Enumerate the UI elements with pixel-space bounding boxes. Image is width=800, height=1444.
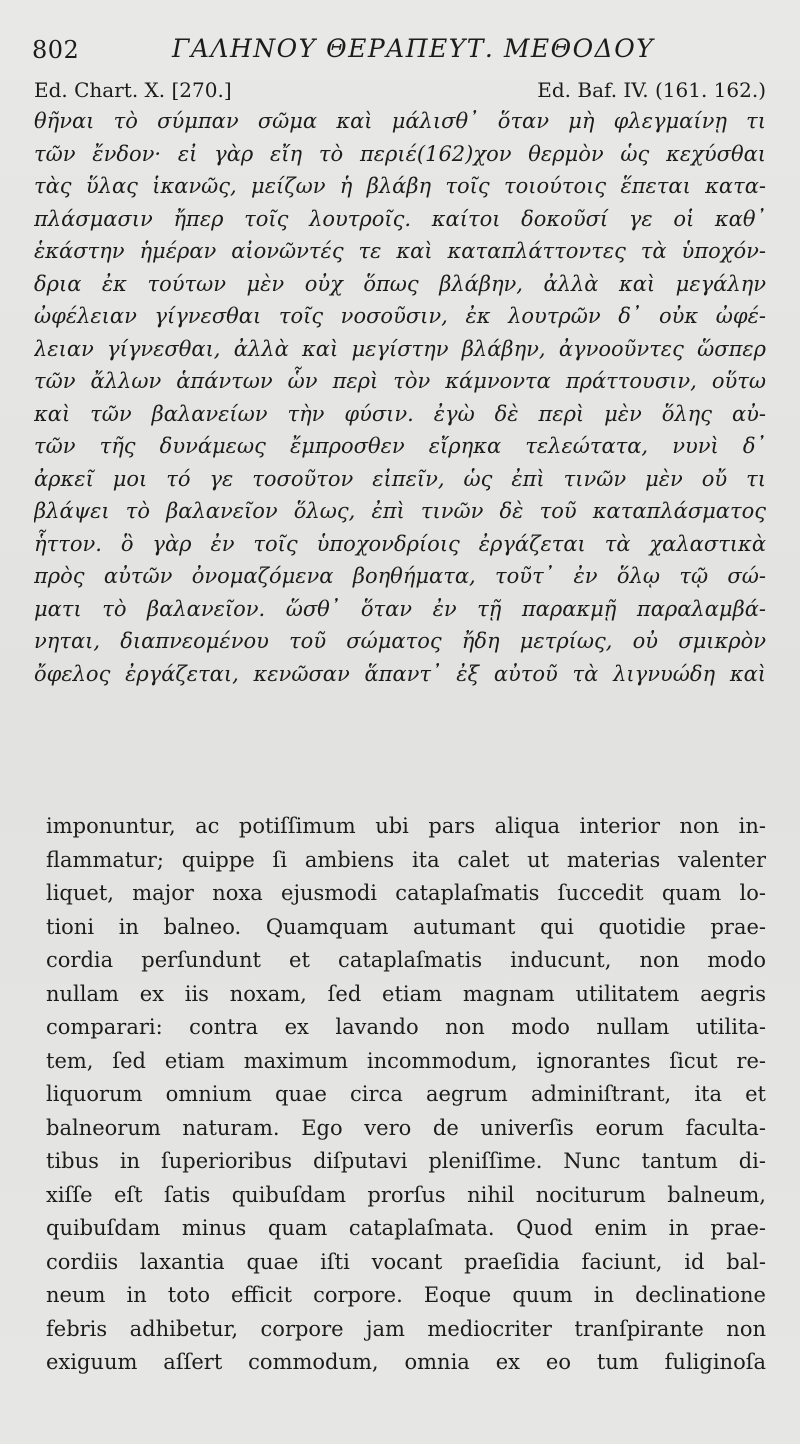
latin-text-line: quibuſdam minus quam cataplaſmata. Quod enim in prae- (46, 1216, 766, 1240)
greek-text-block (34, 105, 766, 690)
latin-text-line: tem, ſed etiam maximum incommodum, ignorantes ſicut re- (46, 1048, 766, 1073)
greek-text-line: νηται, διαπνεομένου τοῦ σώματος ἤδη μετρίως, οὐ σμικρὸν (34, 629, 766, 653)
greek-text-line: ὠφέλειαν γίγνεσθαι τοῖς νοσοῦσιν, ἐκ λουτρῶν δ᾽ οὐκ ὠφέ- (34, 304, 766, 328)
greek-text-line: λειαν γίγνεσθαι, ἀλλὰ καὶ μεγίστην βλάβην, ἀγνοοῦντες ὥσπερ (34, 336, 766, 361)
latin-text-line: cordiis laxantia quae iſti vocant praeſidia faciunt, id bal- (46, 1249, 766, 1274)
latin-text-line: liquorum omnium quae circa aegrum adminiſtrant, ita et (46, 1082, 766, 1106)
greek-text-line: δρια ἐκ τούτων μὲν οὐχ ὅπως βλάβην, ἀλλὰ καὶ μεγάλην (34, 271, 766, 296)
greek-text-line: τῶν τῆς δυνάμεως ἔμπροσθεν εἴρηκα τελεώτατα, νυνὶ δ᾽ (34, 434, 766, 458)
greek-text-line: ὄφελος ἐργάζεται, κενῶσαν ἅπαντ᾽ ἐξ αὐτοῦ τὰ λιγνυώδη καὶ (34, 661, 766, 686)
latin-text-line: cordia perſundunt et cataplaſmatis inducunt, non modo (46, 948, 766, 972)
latin-text-line: balneorum naturam. Ego vero de univerſis eorum faculta- (46, 1115, 766, 1140)
latin-text-line: comparari: contra ex lavando non modo nullam utilita- (46, 1015, 766, 1039)
greek-text-line: ἧττον. ὃ γὰρ ἐν τοῖς ὑποχονδρίοις ἐργάζεται τὰ χαλαστικὰ (34, 531, 766, 556)
latin-text-line: nullam ex iis noxam, ſed etiam magnam utilitatem aegris (46, 981, 766, 1006)
greek-text-line: θῆναι τὸ σύμπαν σῶμα καὶ μάλισθ᾽ ὅταν μὴ φλεγμαίνῃ τι (34, 109, 766, 133)
latin-text-line: febris adhibetur, corpore jam mediocriter tranſpirante non (46, 1316, 766, 1341)
latin-text-line: liquet, major noxa ejusmodi cataplaſmatis ſuccedit quam lo- (46, 881, 766, 905)
edition-reference-chart: Ed. Chart. X. [270.] (34, 78, 232, 102)
greek-text-line: πρὸς αὐτῶν ὀνομαζόμενα βοηθήματα, τοῦτ᾽ ἐν ὅλῳ τῷ σώ- (34, 564, 766, 588)
greek-text-line: καὶ τῶν βαλανείων τὴν φύσιν. ἐγὼ δὲ περὶ μὲν ὅλης αὐ- (34, 401, 766, 426)
latin-text-line: flammatur; quippe ſi ambiens ita calet ut materias valenter (46, 847, 766, 872)
page-header (32, 30, 772, 66)
latin-text-line: imponuntur, ac potiſſimum ubi pars aliqua interior non in- (46, 814, 766, 838)
running-title: ΓΑΛΗΝΟΥ ΘΕΡΑΠΕΥΤ. ΜΕΘΟΔΟΥ (172, 34, 655, 63)
latin-text-line: neum in toto efficit corpore. Eoque quum in declinatione (46, 1283, 766, 1307)
latin-text-line: tibus in ſuperioribus diſputavi pleniſſime. Nunc tantum di- (46, 1149, 766, 1173)
latin-text-line: exiguum aſſert commodum, omnia ex eo tum fuliginoſa (46, 1350, 766, 1374)
greek-text-line: τῶν ἄλλων ἁπάντων ὧν περὶ τὸν κάμνοντα πράττουσιν, οὕτω (34, 369, 766, 393)
latin-text-block (46, 810, 766, 1380)
edition-reference-line (34, 78, 766, 106)
greek-text-line: ματι τὸ βαλανεῖον. ὥσθ᾽ ὅταν ἐν τῇ παρακμῇ παραλαμβά- (34, 596, 766, 621)
greek-text-line: τὰς ὕλας ἱκανῶς, μείζων ἡ βλάβη τοῖς τοιούτοις ἕπεται κατα- (34, 174, 766, 198)
greek-text-line: βλάψει τὸ βαλανεῖον ὅλως, ἐπὶ τινῶν δὲ τοῦ καταπλάσματος (34, 499, 766, 523)
greek-text-line: ἀρκεῖ μοι τό γε τοσοῦτον εἰπεῖν, ὡς ἐπὶ τινῶν μὲν οὔ τι (34, 466, 766, 491)
edition-reference-basel: Ed. Baf. IV. (161. 162.) (537, 78, 766, 102)
page-number: 802 (32, 36, 80, 64)
greek-text-line: πλάσμασιν ἤπερ τοῖς λουτροῖς. καίτοι δοκοῦσί γε οἱ καθ᾽ (34, 206, 766, 231)
greek-text-line: τῶν ἔνδον· εἰ γὰρ εἴη τὸ περιέ(162)χον θερμὸν ὡς κεχύσθαι (34, 141, 766, 166)
latin-text-line: tioni in balneo. Quamquam autumant qui quotidie prae- (46, 914, 766, 939)
greek-text-line: ἑκάστην ἡμέραν αἰονῶντές τε καὶ καταπλάττοντες τὰ ὑποχόν- (34, 239, 766, 263)
latin-text-line: xiſſe eſt ſatis quibuſdam prorſus nihil nociturum balneum, (46, 1182, 766, 1207)
